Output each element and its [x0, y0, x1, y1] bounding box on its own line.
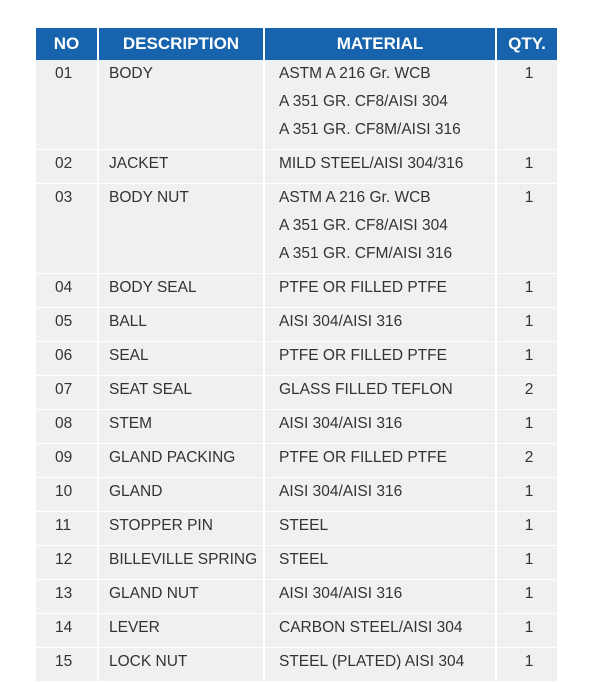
part-material [265, 512, 497, 545]
part-quantity: 1 [524, 189, 534, 206]
material-line: ASTM A 216 Gr. WCB [279, 189, 431, 206]
part-material [265, 648, 497, 681]
material-line: AISI 304/AISI 316 [279, 415, 403, 432]
table-row [36, 444, 557, 478]
part-description: LEVER [99, 614, 265, 647]
part-material [265, 342, 497, 375]
material-line: A 351 GR. CF8/AISI 304 [279, 217, 448, 234]
part-material [265, 580, 497, 613]
material-line: MILD STEEL/AISI 304/316 [279, 155, 464, 172]
table-row [36, 342, 557, 376]
part-description: JACKET [99, 150, 265, 183]
table-row [36, 60, 557, 150]
part-number: 03 [36, 184, 99, 273]
part-quantity: 1 [524, 517, 534, 534]
header-no: NO [36, 28, 99, 60]
part-description: BODY [99, 60, 265, 149]
part-description: GLAND NUT [99, 580, 265, 613]
part-number: 07 [36, 376, 99, 409]
part-number: 05 [36, 308, 99, 341]
part-number: 14 [36, 614, 99, 647]
part-description: BODY NUT [99, 184, 265, 273]
part-quantity: 1 [524, 653, 534, 670]
table-row [36, 184, 557, 274]
part-description: STEM [99, 410, 265, 443]
part-material [265, 184, 497, 273]
part-description: STOPPER PIN [99, 512, 265, 545]
table-row [36, 410, 557, 444]
header-qty: QTY. [508, 34, 546, 53]
material-line: STEEL (PLATED) AISI 304 [279, 653, 465, 670]
part-material [265, 376, 497, 409]
part-description: GLAND [99, 478, 265, 511]
material-line: GLASS FILLED TEFLON [279, 381, 453, 398]
part-material [265, 478, 497, 511]
part-number: 10 [36, 478, 99, 511]
material-line: AISI 304/AISI 316 [279, 585, 403, 602]
part-material [265, 410, 497, 443]
part-material [265, 150, 497, 183]
material-line: ASTM A 216 Gr. WCB [279, 65, 431, 82]
header-description: DESCRIPTION [99, 28, 265, 60]
part-quantity: 1 [524, 65, 534, 82]
part-number: 04 [36, 274, 99, 307]
part-material [265, 308, 497, 341]
part-quantity: 1 [524, 415, 534, 432]
table-row [36, 546, 557, 580]
table-row [36, 478, 557, 512]
part-description: LOCK NUT [99, 648, 265, 681]
part-material [265, 614, 497, 647]
table-header [36, 28, 557, 60]
part-description: SEAL [99, 342, 265, 375]
table-row [36, 376, 557, 410]
part-number: 02 [36, 150, 99, 183]
part-quantity: 2 [524, 381, 534, 398]
table-row [36, 614, 557, 648]
table-row [36, 648, 557, 682]
part-number: 09 [36, 444, 99, 477]
part-description: BODY SEAL [99, 274, 265, 307]
parts-table [36, 28, 557, 682]
part-quantity: 1 [524, 585, 534, 602]
part-quantity: 1 [524, 551, 534, 568]
material-line: A 351 GR. CF8M/AISI 316 [279, 121, 461, 138]
material-line: CARBON STEEL/AISI 304 [279, 619, 463, 636]
part-quantity: 1 [524, 347, 534, 364]
material-line: A 351 GR. CFM/AISI 316 [279, 245, 453, 262]
part-number: 11 [36, 512, 99, 545]
header-material: MATERIAL [265, 28, 497, 60]
part-quantity: 1 [524, 155, 534, 172]
part-number: 15 [36, 648, 99, 681]
material-line: STEEL [279, 551, 329, 568]
part-number: 08 [36, 410, 99, 443]
part-quantity: 2 [524, 449, 534, 466]
part-quantity: 1 [524, 619, 534, 636]
table-row [36, 580, 557, 614]
part-number: 12 [36, 546, 99, 579]
part-material [265, 546, 497, 579]
part-number: 06 [36, 342, 99, 375]
part-number: 13 [36, 580, 99, 613]
part-quantity: 1 [524, 279, 534, 296]
part-material [265, 60, 497, 149]
table-row [36, 308, 557, 342]
material-line: AISI 304/AISI 316 [279, 313, 403, 330]
table-body [36, 60, 557, 682]
table-row [36, 150, 557, 184]
part-quantity: 1 [524, 313, 534, 330]
part-description: GLAND PACKING [99, 444, 265, 477]
part-material [265, 274, 497, 307]
part-material [265, 444, 497, 477]
table-row [36, 512, 557, 546]
part-description: BILLEVILLE SPRING [99, 546, 265, 579]
part-number: 01 [36, 60, 99, 149]
material-line: A 351 GR. CF8/AISI 304 [279, 93, 448, 110]
material-line: PTFE OR FILLED PTFE [279, 347, 447, 364]
table-row [36, 274, 557, 308]
material-line: PTFE OR FILLED PTFE [279, 279, 447, 296]
part-description: SEAT SEAL [99, 376, 265, 409]
part-description: BALL [99, 308, 265, 341]
material-line: AISI 304/AISI 316 [279, 483, 403, 500]
material-line: PTFE OR FILLED PTFE [279, 449, 447, 466]
material-line: STEEL [279, 517, 329, 534]
part-quantity: 1 [524, 483, 534, 500]
